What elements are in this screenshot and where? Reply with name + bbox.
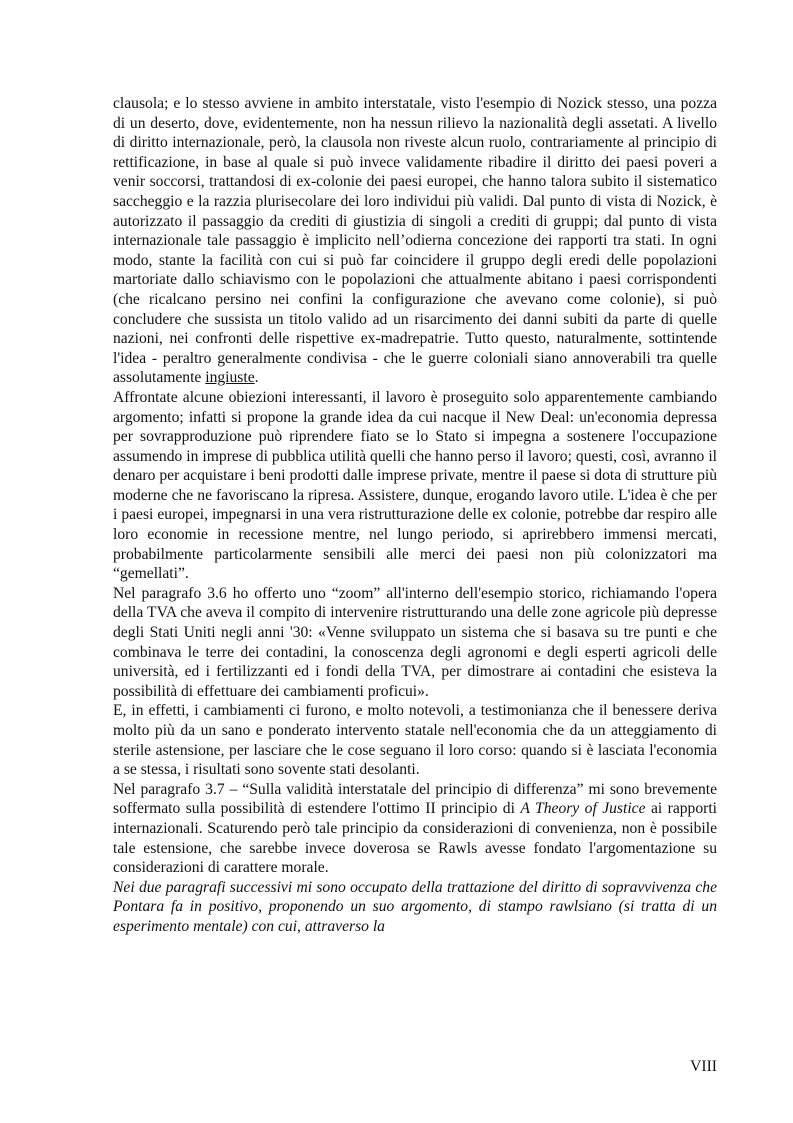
book-title: A Theory of Justice xyxy=(520,800,646,818)
document-body xyxy=(113,94,717,937)
underlined-word: ingiuste xyxy=(205,369,255,387)
paragraph-end: . xyxy=(254,369,259,387)
paragraph-text: Nel paragrafo 3.7 – “Sulla validità interstatale del principio di differenza” mi sono brevemente soffermato sulla possibilità di estendere l'ottimo II principio di xyxy=(113,780,717,818)
paragraph-new-deal: Affrontate alcune obiezioni interessanti, il lavoro è proseguito solo apparentemente cambiando argomento; infatti si propone la grande idea da cui nacque il New Deal: un'economia depressa per sovrapproduzione può riprendere fiato se lo Stato si impegna a sostenere l'occupazione assumendo in imprese di pubblica utilità quelli che hanno perso il lavoro; questi, così, avranno il denaro per acquistare i beni prodotti dalle imprese private, mentre il paese si dota di strutture più moderne che ne favoriscano la ripresa. Assistere, dunque, erogando lavoro utile. L'idea è che per i paesi europei, impegnarsi in una vera ristrutturazione delle ex colonie, potrebbe dar respiro alle loro economie in recessione mentre, nel lungo periodo, si aprirebbero immensi mercati, probabilmente particolarmente sensibili alle merci dei paesi non più colonizzatori ma “gemellati”. xyxy=(113,388,717,583)
paragraph-survival-right: Nei due paragrafi successivi mi sono occupato della trattazione del diritto di sopravvivenza che Pontara fa in positivo, proponendo un suo argomento, di stampo rawlsiano (si tratta di un esperimento mentale) con cui, attraverso la xyxy=(113,878,717,935)
paragraph-tva-zoom: Nel paragrafo 3.6 ho offerto uno “zoom” all'interno dell'esempio storico, richiamando l'opera della TVA che aveva il compito di intervenire ristrutturando una delle zone agricole più depresse degli Stati Uniti negli anni '30: «Venne sviluppato un sistema che si basava su tre punti e che combinava le terre dei contadini, la conoscenza degli agronomi e degli esperti agricoli delle università, ed i fertilizzanti ed i fondi della TVA, per dimostrare ai contadini che esisteva la possibilità di effettuare dei cambiamenti proficui». xyxy=(113,584,717,700)
paragraph-colonial-rectification xyxy=(113,94,717,388)
paragraph-end: ai rapporti internazionali. Scaturendo però tale principio da considerazioni di convenienza, non è possibile tale estensione, che sarebbe invece doverosa se Rawls avesse fondato l'argomentazione su considerazioni di carattere morale. xyxy=(113,800,717,877)
paragraph-state-intervention: E, in effetti, i cambiamenti ci furono, e molto notevoli, a testimonianza che il benessere deriva molto più da un sano e ponderato intervento statale nell'economia che da un atteggiamento di sterile astensione, per lasciare che le cose seguano il loro corso: quando si è lasciata l'economia a se stessa, i risultati sono sovente stati desolanti. xyxy=(113,702,717,779)
page-number: VIII xyxy=(690,1058,717,1075)
paragraph-text: clausola; e lo stesso avviene in ambito interstatale, visto l'esempio di Nozick stesso, una pozza di un deserto, dove, evidentemente, non ha nessun rilievo la nazionalità degli assetati. A livello di diritto internazionale, però, la clausola non riveste alcun ruolo, contrariamente al principio di rettificazione, in base al quale si può invece validamente ribadire il diritto dei paesi poveri a venir soccorsi, trattandosi di ex-colonie dei paesi europei, che hanno talora subito il sistematico saccheggio e la razzia plurisecolare dei loro individui più validi. Dal punto di vista di Nozick, è autorizzato il passaggio da crediti di giustizia di singoli a crediti di gruppi; dal punto di vista internazionale tale passaggio è implicito nell’odierna concezione dei rapporti tra stati. In ogni modo, stante la facilità con cui si può far coincidere il gruppo degli eredi delle popolazioni martoriate dallo schiavismo con le popolazioni che attualmente abitano i paesi corrispondenti (che ricalcano persino nei confini la configurazione che avevano come colonie), si può concludere che sussista un titolo valido ad un risarcimento dei danni subiti da parte di quelle nazioni, nei confronti delle rispettive ex-madrepatrie. Tutto questo, naturalmente, sottintende l'idea - peraltro generalmente condivisa - che le guerre coloniali siano annoverabili tra quelle assolutamente xyxy=(113,95,717,387)
paragraph-difference-principle xyxy=(113,780,717,878)
